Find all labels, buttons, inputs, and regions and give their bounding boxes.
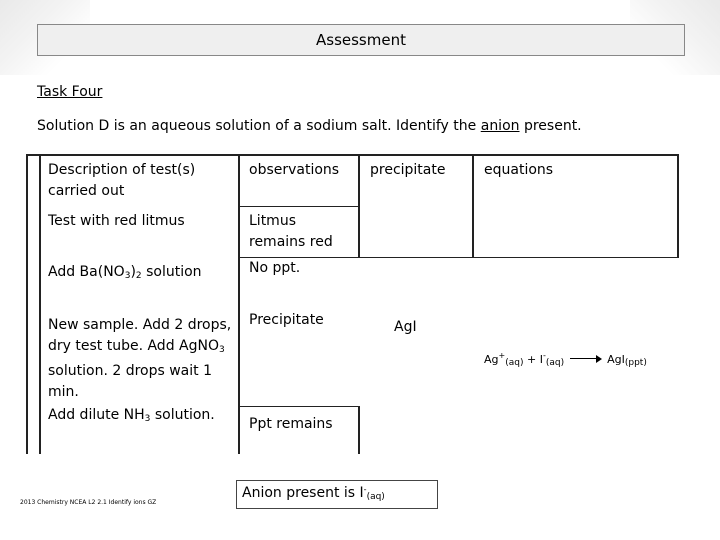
header-precipitate: precipitate [370,162,446,178]
table-border [358,406,360,454]
anion-label: Anion present is I [242,485,364,501]
table-row-divider [238,257,679,258]
subscript: 3 [124,271,131,281]
row2-observation: No ppt. [249,260,301,276]
slide-title-bar [37,24,685,56]
row1-description: Test with red litmus [48,213,185,229]
subscript: 3 [144,414,151,424]
row2-description-part: Add Ba(NO [48,264,125,280]
table-row-divider [238,406,360,407]
row3-description-part: New sample. Add 2 drops, dry test tube. Add Ag [48,317,232,354]
table-row-divider [238,206,360,207]
row1-observation: Litmus remains red [249,213,333,250]
intro-emphasis: anion [480,118,520,134]
subscript: (aq) [545,358,565,368]
intro-text-part: Solution D is an aqueous solution of a sodium salt. Identify the [37,118,481,134]
row4-description [48,405,215,430]
task-heading: Task Four [37,84,103,100]
row4-description-part: Add dilute NH [48,407,145,423]
superscript: + [498,351,506,360]
header-equations: equations [484,162,554,178]
subscript: (aq) [366,492,385,502]
table-border [677,154,679,258]
table-border [39,154,41,454]
equation-term: + I [526,353,543,366]
superscript: - [363,485,367,494]
subscript: (aq) [505,358,524,368]
footer-text: 2013 Chemistry NCEA L2 2.1 Identify ions GZ [20,499,157,506]
equation-term: Ag [484,353,499,366]
subscript: 2 [135,271,142,281]
header-observations: observations [249,162,340,178]
row3-precipitate: AgI [394,319,417,335]
anion-answer-box [236,480,438,509]
intro-text-part: present. [519,118,582,134]
row3-description-part: solution. 2 drops wait 1 min. [48,363,212,400]
slide-title: Assessment [316,31,406,49]
table-border [238,154,240,454]
subscript: (ppt) [624,358,647,368]
superscript: - [542,351,546,360]
reaction-arrow-icon [570,355,602,363]
subscript: 3 [219,345,225,355]
row3-description [48,315,236,403]
intro-text [37,118,582,134]
row3-observation: Precipitate [249,312,324,328]
row4-observation: Ppt remains [249,416,333,432]
row4-description-part: solution. [150,407,215,423]
row2-description [48,262,202,287]
row3-equation [484,351,647,368]
table-border [472,154,474,258]
row2-description-part: ) [130,264,136,280]
equation-term: AgI [607,353,625,366]
header-description: Description of test(s) carried out [48,162,196,199]
row2-description-part: solution [141,264,202,280]
row3-description-part: NO [197,338,219,354]
